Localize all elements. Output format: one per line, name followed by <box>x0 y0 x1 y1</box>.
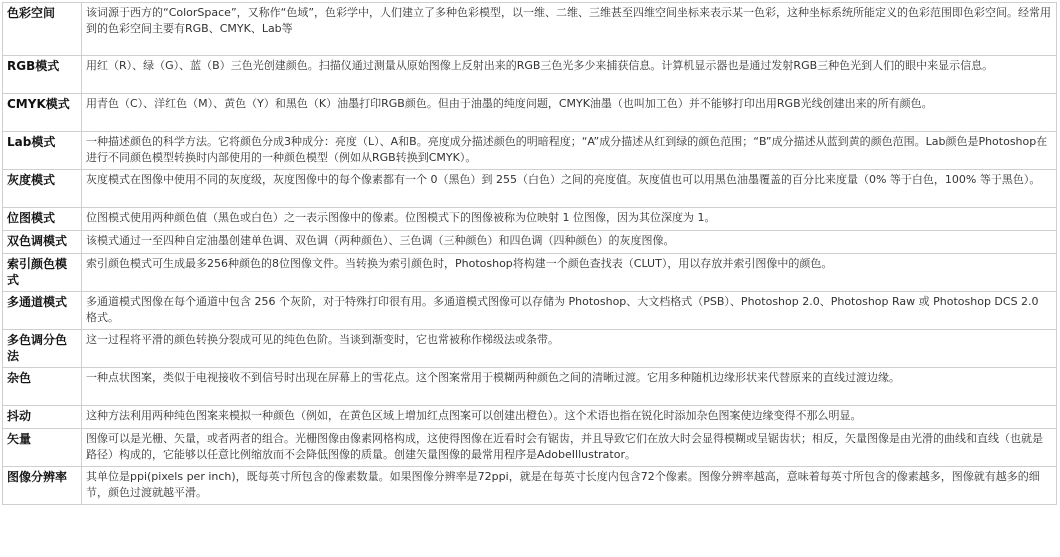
term-cell: 多色调分色法 <box>3 330 82 368</box>
term-cell: 灰度模式 <box>3 170 82 208</box>
description-cell: 多通道模式图像在每个通道中包含 256 个灰阶，对于特殊打印很有用。多通道模式图像可以存储为 Photoshop、大文档格式（PSB）、Photoshop 2.0、Photoshop Raw 或 Photoshop DCS 2.0 格式。 <box>82 292 1057 330</box>
table-row <box>3 94 1057 132</box>
table-row <box>3 292 1057 330</box>
description-cell: 一种点状图案，类似于电视接收不到信号时出现在屏幕上的雪花点。这个图案常用于模糊两种颜色之间的清晰过渡。它用多种随机边缘形状来代替原来的直线过渡边缘。 <box>82 368 1057 406</box>
table-row <box>3 330 1057 368</box>
table-row <box>3 208 1057 231</box>
table-row <box>3 3 1057 56</box>
description-cell: 索引颜色模式可生成最多256种颜色的8位图像文件。当转换为索引颜色时，Photoshop将构建一个颜色查找表（CLUT），用以存放并索引图像中的颜色。 <box>82 254 1057 292</box>
term-cell: 抖动 <box>3 406 82 429</box>
term-cell: RGB模式 <box>3 56 82 94</box>
description-cell: 其单位是ppi(pixels per inch)，既每英寸所包含的像素数量。如果图像分辨率是72ppi，就是在每英寸长度内包含72个像素。图像分辨率越高，意味着每英寸所包含的像素越多，图像就有越多的细节，颜色过渡就越平滑。 <box>82 467 1057 505</box>
term-cell: 位图模式 <box>3 208 82 231</box>
table-row <box>3 406 1057 429</box>
term-cell: 色彩空间 <box>3 3 82 56</box>
description-cell: 这一过程将平滑的颜色转换分裂成可见的纯色色阶。当谈到渐变时，它也常被称作梯级法或条带。 <box>82 330 1057 368</box>
term-cell: 杂色 <box>3 368 82 406</box>
description-cell: 这种方法利用两种纯色图案来模拟一种颜色（例如，在黄色区域上增加红点图案可以创建出橙色）。这个术语也指在锐化时添加杂色图案使边缘变得不那么明显。 <box>82 406 1057 429</box>
table-row <box>3 429 1057 467</box>
table-row <box>3 254 1057 292</box>
table-row <box>3 170 1057 208</box>
description-cell: 该模式通过一至四种自定油墨创建单色调、双色调（两种颜色）、三色调（三种颜色）和四色调（四种颜色）的灰度图像。 <box>82 231 1057 254</box>
glossary-table <box>2 2 1057 505</box>
term-cell: 索引颜色模式 <box>3 254 82 292</box>
description-cell: 一种描述颜色的科学方法。它将颜色分成3种成分：亮度（L）、A和B。亮度成分描述颜色的明暗程度；“A”成分描述从红到绿的颜色范围；“B”成分描述从蓝到黄的颜色范围。Lab颜色是Photoshop在进行不同颜色模型转换时内部使用的一种颜色模型（例如从RGB转换到CMYK）。 <box>82 132 1057 170</box>
description-cell: 图像可以是光栅、矢量，或者两者的组合。光栅图像由像素网格构成，这使得图像在近看时会有锯齿，并且导致它们在放大时会显得模糊或呈锯齿状；相反，矢量图像是由光滑的曲线和直线（也就是路径）构成的，它能够以任意比例缩放而不会降低图像的质量。创建矢量图像的最常用程序是AdobeIllustrator。 <box>82 429 1057 467</box>
table-row <box>3 368 1057 406</box>
term-cell: Lab模式 <box>3 132 82 170</box>
table-row <box>3 231 1057 254</box>
table-row <box>3 56 1057 94</box>
description-cell: 该词源于西方的“ColorSpace”，又称作“色域”，色彩学中，人们建立了多种色彩模型，以一维、二维、三维甚至四维空间坐标来表示某一色彩，这种坐标系统所能定义的色彩范围即色彩空间。经常用到的色彩空间主要有RGB、CMYK、Lab等 <box>82 3 1057 56</box>
table-row <box>3 132 1057 170</box>
term-cell: 双色调模式 <box>3 231 82 254</box>
description-cell: 位图模式使用两种颜色值（黑色或白色）之一表示图像中的像素。位图模式下的图像被称为位映射 1 位图像，因为其位深度为 1。 <box>82 208 1057 231</box>
description-cell: 用青色（C）、洋红色（M）、黄色（Y）和黑色（K）油墨打印RGB颜色。但由于油墨的纯度问题，CMYK油墨（也叫加工色）并不能够打印出用RGB光线创建出来的所有颜色。 <box>82 94 1057 132</box>
term-cell: CMYK模式 <box>3 94 82 132</box>
term-cell: 矢量 <box>3 429 82 467</box>
term-cell: 多通道模式 <box>3 292 82 330</box>
description-cell: 用红（R）、绿（G）、蓝（B）三色光创建颜色。扫描仪通过测量从原始图像上反射出来的RGB三色光多少来捕获信息。计算机显示器也是通过发射RGB三种色光到人们的眼中来显示信息。 <box>82 56 1057 94</box>
description-cell: 灰度模式在图像中使用不同的灰度级，灰度图像中的每个像素都有一个 0（黑色）到 255（白色）之间的亮度值。灰度值也可以用黑色油墨覆盖的百分比来度量（0% 等于白色，100% 等于黑色）。 <box>82 170 1057 208</box>
table-row <box>3 467 1057 505</box>
term-cell: 图像分辨率 <box>3 467 82 505</box>
